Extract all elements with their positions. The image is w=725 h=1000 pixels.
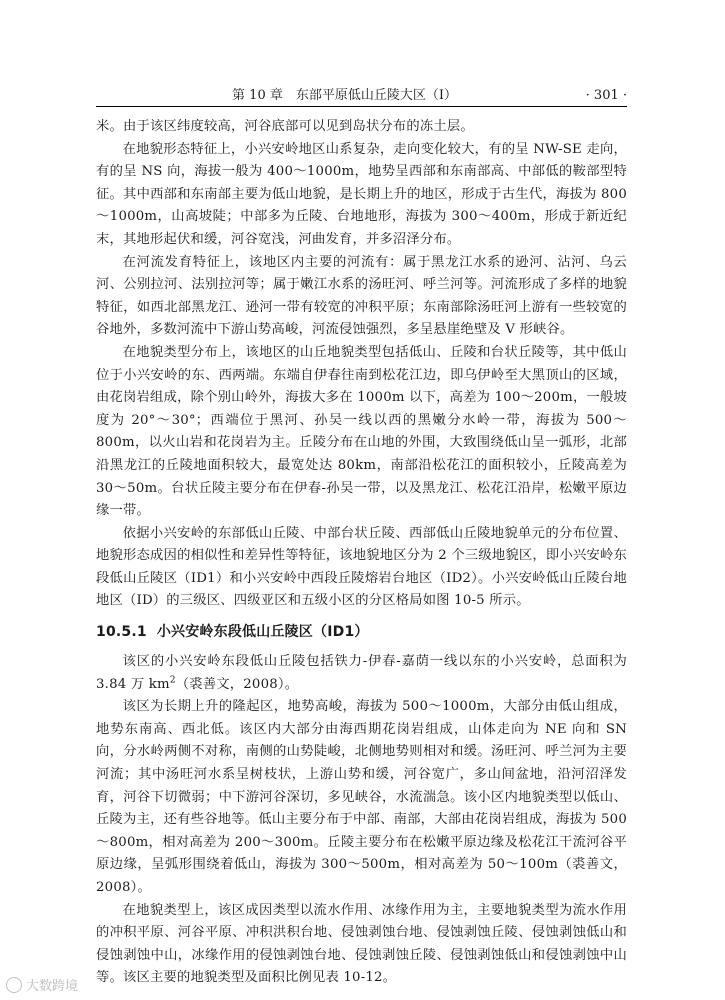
header-rule [96, 106, 627, 107]
paragraph: 在地貌类型上，该区成因类型以流水作用、冰缘作用为主，主要地貌类型为流水作用的冲积平原、河谷平原、冲积洪积台地、侵蚀剥蚀台地、侵蚀剥蚀丘陵、侵蚀剥蚀低山和侵蚀剥蚀中山，冰缘作用的侵蚀剥蚀台地、侵蚀剥蚀丘陵、侵蚀剥蚀低山和侵蚀剥蚀中山等。该区主要的地貌类型及面积比例见表 10-12。 [96, 902, 627, 986]
paragraph-text: 该区的小兴安岭东段低山丘陵包括铁力-伊春-嘉荫一线以东的小兴安岭，总面积为 3.84 万 km [96, 654, 627, 692]
paragraph: 在地貌形态特征上，小兴安岭地区山系复杂，走向变化较大，有的呈 NW-SE 走向，有的呈 NS 向，海拔一般为 400～1000m，地势呈西部和东南部高、中部低的鞍部型特征。其中西部和东南部主要为低山地貌，是长期上升的地区，形成于古生代，海拔为 800～1000m，山高坡陡；中部多为丘陵、台地地形，海拔为 300～400m，形成于新近纪末，其地形起伏和缓，河谷宽浅，河曲发育，并多沼泽分布。 [96, 141, 627, 247]
paragraph: 在地貌类型分布上，该地区的山丘地貌类型包括低山、丘陵和台状丘陵等，其中低山位于小兴安岭的东、西两端。东端自伊春往南到松花江边，即乌伊岭至大黑顶山的区域，由花岗岩组成，除个别山岭外，海拔大多在 1000m 以下，高差为 100～200m，一般坡度为 20°～30°；西端位于黑河、孙吴一线以西的黑嫩分水岭一带，海拔为 500～800m，以火山岩和花岗岩为主。丘陵分布在山地的外围，大致围绕低山呈一弧形，北部沿黑龙江的丘陵地面积较大，最宽处达 80km，南部沿松花江的面积较小，丘陵高差为 30～50m。台状丘陵主要分布在伊春-孙吴一带，以及黑龙江、松花江沿岸，松嫩平原边缘一带。 [96, 344, 627, 519]
paragraph-text: （裘善文，2008）。 [175, 676, 299, 692]
paragraph [96, 651, 627, 696]
paragraph: 依据小兴安岭的东部低山丘陵、中部台状丘陵、西部低山丘陵地貌单元的分布位置、地貌形态成因的相似性和差异性等特征，该地貌地区分为 2 个三级地貌区，即小兴安岭东段低山丘陵区（ID1）和小兴安岭中西段丘陵熔岩台地区（ID2）。小兴安岭低山丘陵台地地区（ID）的三级区、四级亚区和五级小区的分区格局如图 10-5 所示。 [96, 525, 627, 609]
watermark [6, 975, 78, 994]
paragraph: 米。由于该区纬度较高，河谷底部可以见到岛状分布的冻土层。 [96, 119, 474, 134]
watermark-logo-icon [6, 977, 22, 993]
page-body [96, 116, 627, 990]
running-header [96, 86, 627, 106]
page-number: · 301 · [585, 88, 627, 103]
paragraph: 该区为长期上升的隆起区，地势高峻，海拔为 500～1000m，大部分由低山组成，地势东南高、西北低。该区内大部分由海西期花岗岩组成，山体走向为 NE 向和 SN 向，分水岭两侧不对称，南侧的山势陡峻，北侧地势则相对和缓。汤旺河、呼兰河为主要河流；其中汤旺河水系呈树枝状，上游山势和缓，河谷宽广，多山间盆地，沿河沼泽发育，河谷下切微弱；中下游河谷深切，多见峡谷，水流湍急。该小区内地貌类型以低山、丘陵为主，还有些谷地等。低山主要分布于中部、南部，大部由花岗岩组成，海拔为 500～800m，相对高差为 200～300m。丘陵主要分布在松嫩平原边缘及松花江干流河谷平原边缘，呈弧形围绕着低山，海拔为 300～500m，相对高差为 50～100m（裘善文，2008）。 [96, 699, 627, 895]
section-number: 10.5.1 [96, 624, 147, 641]
section-title: 小兴安岭东段低山丘陵区（ID1） [156, 624, 369, 641]
paragraph: 在河流发育特征上，该地区内主要的河流有：属于黑龙江水系的逊河、沾河、乌云河、公别拉河、法别拉河等；属于嫩江水系的汤旺河、呼兰河等。河流形成了多样的地貌特征，如西北部黑龙江、逊河一带有较宽的冲积平原；东南部除汤旺河上游有一些较宽的谷地外，多数河流中下游山势高峻，河流侵蚀强烈，多呈悬崖绝壁及 V 形峡谷。 [96, 254, 627, 338]
watermark-text: 大数跨境 [26, 979, 79, 994]
chapter-title: 第 10 章 东部平原低山丘陵大区（Ⅰ） [232, 88, 457, 103]
superscript: 2 [169, 675, 176, 686]
section-heading [96, 619, 627, 645]
